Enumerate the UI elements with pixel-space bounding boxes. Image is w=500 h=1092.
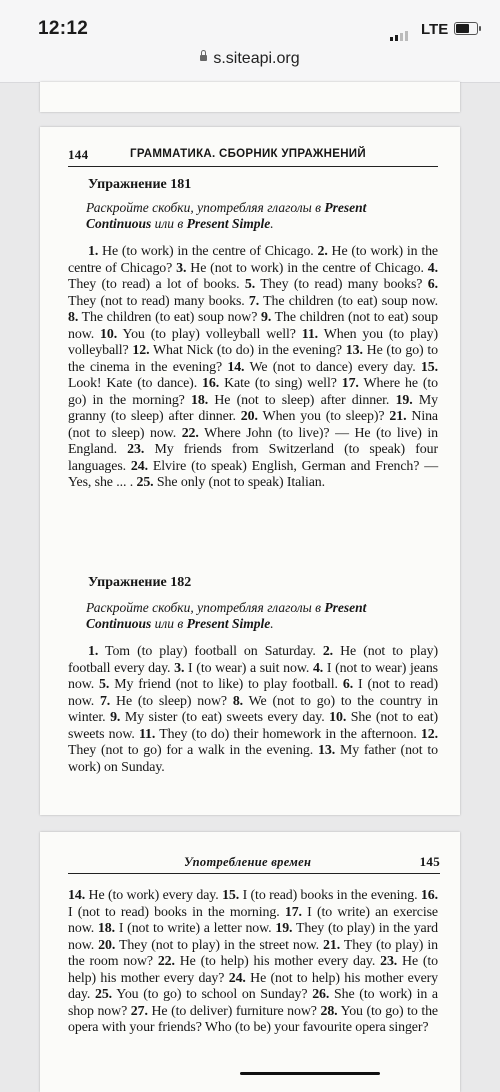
page-number: 145 — [419, 854, 440, 869]
exercise-182-instructions: Раскройте скобки, употребляя глаголы в Present Continuous или в Present Simple. — [86, 600, 367, 631]
page-number: 144 — [68, 147, 89, 162]
address-bar[interactable] — [0, 50, 500, 68]
exercise-181-title: Упражнение 181 — [88, 177, 192, 192]
exercise-182-continued-text: 14. He (to work) every day. 15. I (to read) books in the evening. 16. I (not to read) books in the morning. 17. I (to write) an exercise now. 18. I (not to write) a letter now. 19. They (to play) in the yard now. 20. They (not to play) in the street now. 21. They (to play) in the room now? 22. He (to help) his mother every day. 23. He (to help) his mother every day? 24. He (not to help) his mother every day. 25. You (to go) to school on Sunday? 26. She (to work) in a shop now? 27. He (to deliver) furniture now? 28. You (to go) to the opera with your friends? Who (to be) your favourite opera singer? — [68, 888, 438, 1035]
pen-underline-mark — [240, 1072, 380, 1075]
exercise-181-instructions: Раскройте скобки, употребляя глаголы в Present Continuous или в Present Simple. — [86, 200, 367, 231]
page-title: Употребление времен — [184, 855, 312, 869]
status-time: 12:12 — [38, 18, 89, 39]
browser-top-bar — [0, 0, 500, 83]
book-page-144 — [40, 127, 460, 815]
book-page-145 — [40, 832, 460, 1092]
exercise-181-text: 1. He (to work) in the centre of Chicago. 2. He (to work) in the centre of Chicago? 3. He (not to work) in the centre of Chicago. 4. They (to read) a lot of books. 5. They (to read) many books? 6. They (not to read) many books. 7. The children (to eat) soup now. 8. The children (to eat) soup now? 9. The children (not to eat) soup now. 10. You (to play) volleyball well? 11. When you (to play) volleyball? 12. What Nick (to do) in the evening? 13. He (to go) to the cinema in the evening? 14. We (not to dance) every day. 15. Look! Kate (to dance). 16. Kate (to sing) well? 17. Where he (to go) in the morning? 18. He (not to sleep) after dinner. 19. My granny (to sleep) after dinner. 20. When you (to sleep)? 21. Nina (not to sleep) now. 22. Where John (to live)? — He (to live) in England. 23. My friends from Switzerland (to speak) four languages. 24. Elvire (to speak) English, German and French? — Yes, she ... . 25. She only (not to speak) Italian. — [68, 244, 439, 490]
network-label: LTE — [421, 21, 449, 38]
exercise-182-title: Упражнение 182 — [88, 575, 192, 590]
lock-icon — [200, 55, 207, 61]
page-fragment-top — [40, 82, 460, 112]
url-text: s.siteapi.org — [213, 50, 300, 67]
exercise-182-text: 1. Tom (to play) football on Saturday. 2. He (not to play) football every day. 3. I (to wear) a suit now. 4. I (not to wear) jeans now. 5. My friend (not to like) to play football. 6. I (not to read) now. 7. He (to sleep) now? 8. We (not to go) to the country in winter. 9. My sister (to eat) sweets every day. 10. She (not to eat) sweets now. 11. They (to do) their homework in the afternoon. 12. They (not to go) for a walk in the evening. 13. My father (not to work) on Sunday. — [68, 644, 439, 775]
battery-icon — [454, 22, 478, 35]
signal-icon — [390, 23, 410, 41]
page-title: ГРАММАТИКА. СБОРНИК УПРАЖНЕНИЙ — [130, 148, 366, 160]
page-header — [68, 854, 440, 874]
page-header — [68, 147, 438, 167]
